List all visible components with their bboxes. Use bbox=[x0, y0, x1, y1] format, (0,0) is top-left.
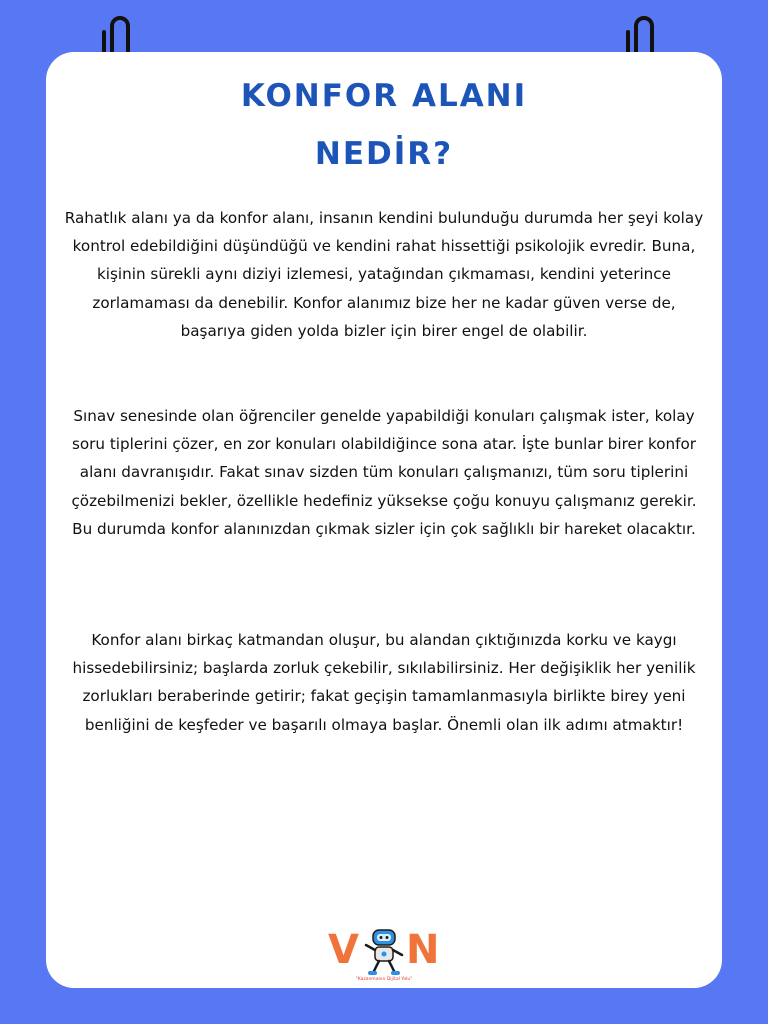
brand-logo bbox=[326, 926, 442, 992]
paragraph-layers: Konfor alanı birkaç katmandan oluşur, bu alandan çıktığınızda korku ve kaygı hissedebilirsiniz; başlarda zorluk çekebilir, sıkılabilirsiniz. Her değişiklik her yenilik zorlukları beraberinde getirir; fakat geçişin tamamlanmasıyla birlikte birey yeni benliğini de keşfeder ve başarılı olmaya başlar. Önemli olan ilk adımı atmaktır! bbox=[72, 631, 696, 734]
logo-letter-n: N bbox=[406, 927, 440, 973]
logo-letter-v: V bbox=[328, 927, 359, 973]
logo-tagline: "Kazanmanın Dijital Yolu" bbox=[355, 977, 413, 982]
robot-icon bbox=[362, 928, 406, 976]
paragraph-definition: Rahatlık alanı ya da konfor alanı, insanın kendini bulunduğu durumda her şeyi kolay kontrol edebildiğini düşündüğü ve kendini rahat hissettiği psikolojik evredir. Buna, kişinin sürekli aynı diziyi izlemesi, yatağından çıkmaması, kendini yeterince zorlamaması da denebilir. Konfor alanımız bize her ne kadar güven verse de, başarıya giden yolda bizler için birer engel de olabilir. bbox=[64, 209, 704, 340]
page-title-line2: NEDİR? bbox=[314, 136, 454, 172]
page-title-line1: KONFOR ALANI bbox=[240, 78, 528, 114]
paragraph-exam: Sınav senesinde olan öğrenciler genelde yapabildiği konuları çalışmak ister, kolay soru tiplerini çözer, en zor konuları olabildiğince sona atar. İşte bunlar birer konfor alanı davranışıdır. Fakat sınav sizden tüm konuları çalışmanızı, tüm soru tiplerini çözebilmenizi bekler, özellikle hedefiniz yüksekse çoğu konuyu çalışmanız gerekir. Bu durumda konfor alanınızdan çıkmak sizler için çok sağlıklı bir hareket olacaktır. bbox=[71, 407, 697, 538]
